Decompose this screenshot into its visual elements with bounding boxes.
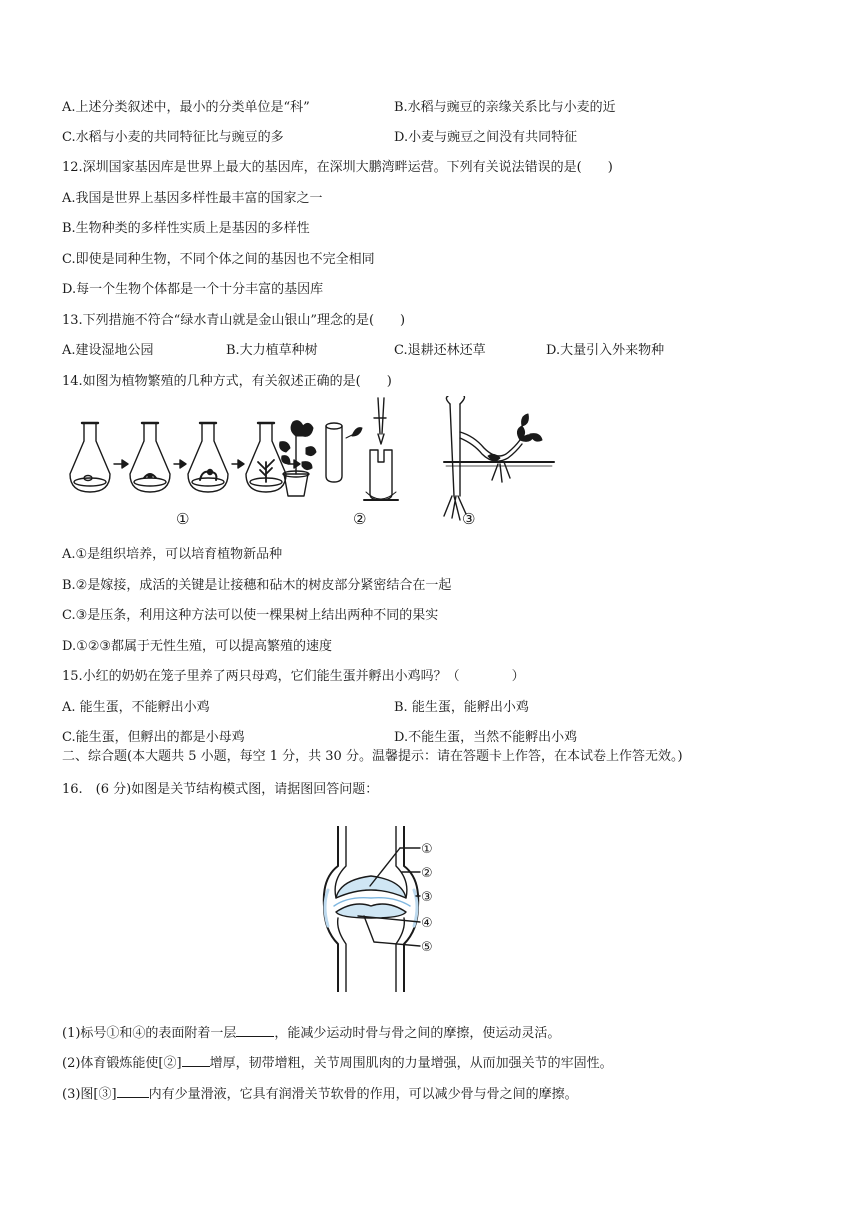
- q13-stem: 13.下列措施不符合“绿水青山就是金山银山”理念的是( ): [62, 313, 406, 328]
- q13-option-a: A.建设湿地公园: [62, 343, 154, 358]
- q16-stem: 16. (6 分)如图是关节结构模式图，请据图回答问题：: [62, 782, 379, 797]
- layering-drawing: [444, 396, 554, 520]
- q16-sub2: [62, 1054, 613, 1072]
- q16-sub3-text-pre: (3)图[③]: [62, 1087, 117, 1102]
- q16-sub1-blank[interactable]: [236, 1024, 274, 1037]
- q12-option-c: C.即使是同种生物，不同个体之间的基因也不完全相同: [62, 252, 375, 267]
- q14-option-a: A.①是组织培养，可以培育植物新品种: [62, 547, 283, 562]
- q16-sub3-text-post: 内有少量滑液，它具有润滑关节软骨的作用，可以减少骨与骨之间的摩擦。: [148, 1087, 578, 1102]
- q12-option-b: B.生物种类的多样性实质上是基因的多样性: [62, 221, 310, 236]
- q16-sub1-text-pre: (1)标号①和④的表面附着一层: [62, 1026, 237, 1041]
- fig16-label-4: ④: [421, 916, 433, 931]
- q16-sub3: [62, 1085, 578, 1103]
- q13-option-b: B.大力植草种树: [226, 343, 318, 358]
- q12-stem: 12.深圳国家基因库是世界上最大的基因库，在深圳大鹏湾畔运营。下列有关说法错误的是( ): [62, 160, 613, 175]
- q16-sub1: [62, 1024, 560, 1042]
- q14-option-d: D.①②③都属于无性生殖，可以提高繁殖的速度: [62, 639, 333, 654]
- fig14-label-3: ③: [462, 510, 476, 528]
- fig16-label-5: ⑤: [421, 940, 433, 955]
- q16-sub2-blank[interactable]: [182, 1054, 210, 1067]
- plant-propagation-figure: [64, 396, 564, 532]
- q15-option-d: D.不能生蛋，当然不能孵出小鸡: [394, 730, 578, 745]
- section-2-heading: 二、综合题(本大题共 5 小题，每空 1 分，共 30 分。温馨提示：请在答题卡上作答，在本试卷上作答无效。): [62, 749, 683, 764]
- fig14-label-1: ①: [176, 510, 190, 528]
- fig16-label-1: ①: [421, 842, 433, 857]
- q13-option-d: D.大量引入外来物种: [546, 343, 665, 358]
- q14-option-c: C.③是压条，利用这种方法可以使一棵果树上结出两种不同的果实: [62, 608, 439, 623]
- q12-option-d: D.每一个生物个体都是一个十分丰富的基因库: [62, 282, 324, 297]
- q16-sub1-text-post: ，能减少运动时骨与骨之间的摩擦，使运动灵活。: [274, 1026, 561, 1041]
- q16-sub2-text-post: 增厚，韧带增粗，关节周围肌肉的力量增强，从而加强关节的牢固性。: [209, 1056, 613, 1071]
- q12-option-a: A.我国是世界上基因多样性最丰富的国家之一: [62, 191, 323, 206]
- q16-sub3-blank[interactable]: [117, 1085, 149, 1098]
- q11-option-d: D.小麦与豌豆之间没有共同特征: [394, 130, 578, 145]
- q14-stem: 14.如图为植物繁殖的几种方式，有关叙述正确的是( ): [62, 374, 392, 389]
- q11-option-c: C.水稻与小麦的共同特征比与豌豆的多: [62, 130, 284, 145]
- q15-option-c: C.能生蛋，但孵出的都是小母鸡: [62, 730, 245, 745]
- fig14-label-2: ②: [353, 510, 367, 528]
- q15-stem: 15.小红的奶奶在笼子里养了两只母鸡，它们能生蛋并孵出小鸡吗？（ ）: [62, 669, 525, 684]
- q11-option-a: A.上述分类叙述中，最小的分类单位是“科”: [62, 100, 310, 115]
- joint-structure-figure: [318, 826, 442, 992]
- fig16-label-3: ③: [421, 890, 433, 905]
- fig16-label-2: ②: [421, 866, 433, 881]
- q16-sub2-text-pre: (2)体育锻炼能使[②]: [62, 1056, 182, 1071]
- q13-option-c: C.退耕还林还草: [394, 343, 486, 358]
- q15-option-a: A. 能生蛋，不能孵出小鸡: [62, 700, 210, 715]
- tissue-culture-flasks: [70, 421, 316, 496]
- q11-option-b: B.水稻与豌豆的亲缘关系比与小麦的近: [394, 100, 616, 115]
- q15-option-b: B. 能生蛋，能孵出小鸡: [394, 700, 529, 715]
- q14-option-b: B.②是嫁接，成活的关键是让接穗和砧木的树皮部分紧密结合在一起: [62, 578, 452, 593]
- grafting-drawing: [326, 398, 398, 500]
